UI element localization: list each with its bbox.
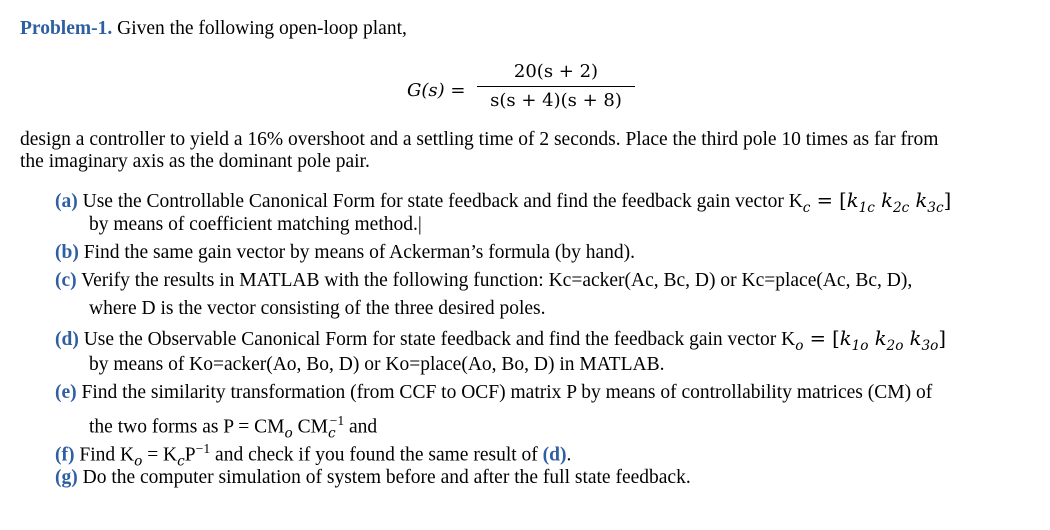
problem-header [20,17,407,41]
part-c-line-1 [55,269,912,293]
part-e-cm: CM [292,416,328,438]
part-a-text: Use the Controllable Canonical Form for state feedback and find the feedback gain vector K [77,191,803,212]
part-f-sup: −1 [195,441,211,456]
part-c-text: Verify the results in MATLAB with the following function: Kc=acker(Ac, Bc, D) or Kc=place(Ac, Bc, D), [76,270,913,291]
part-e-label: (e) [55,382,77,403]
part-b-line-1 [55,241,635,265]
equation-numerator: 20(s + 2) [513,61,599,82]
part-f-mid: = K [142,444,178,466]
part-d-line-1: (d) Use the Observable Canonical Form for state feedback and find the feedback gain vector $K_o = [k_{1o}$ $k_{2o}$ $k_{3o}$] [55,327,946,354]
problem-intro: Given the following open-loop plant, [112,18,407,39]
part-f-text-end: and check if you found the same result of [210,444,543,466]
part-f-text-start: Find K [74,444,135,466]
statement-line-1: design a controller to yield a 16% overshoot and a settling time of 2 seconds. Place the third pole 10 times as far from [20,129,939,150]
part-b-label: (b) [55,242,79,263]
part-g-line-1 [55,466,691,490]
part-f-sub-o: o [134,453,143,470]
part-a-k1: 1c [858,199,875,216]
part-f-sub-c: c [177,453,185,470]
part-f-ref: (d) [542,444,567,466]
part-d-k-subscript: o [795,337,804,354]
part-e-line-1 [55,381,932,405]
part-a-k2: 2c [892,199,910,216]
part-e-sub-o: o [284,425,293,442]
part-d-k3: 3o [921,337,939,354]
part-a-k-subscript: c [802,199,811,216]
equation-denominator: s(s + 4)(s + 8) [490,90,622,111]
part-f-p: P [184,444,196,466]
part-d-line-2: by means of Ko=acker(Ao, Bo, D) or Ko=place(Ao, Bo, D) in MATLAB. [89,354,665,375]
part-a-line-1: (a) Use the Controllable Canonical Form for state feedback and find the feedback gain vector $K_c = [k_{1c}$ $k_{2c}$ $k_{3c}$] [55,189,952,216]
fraction-bar [477,86,635,87]
part-g-label: (g) [55,467,78,488]
part-a-line-2: by means of coefficient matching method.| [89,214,422,235]
equation-fraction [477,60,635,113]
part-f-label: (f) [55,444,75,466]
part-d-text: Use the Observable Canonical Form for state feedback and find the feedback gain vector K [78,329,796,350]
problem-label: Problem-1. [20,18,113,39]
part-e-sup: −1 [329,413,345,428]
part-d-k1: 1o [851,337,869,354]
part-e-sub-c: c [327,425,336,442]
part-a-k3: 3c [927,199,944,216]
part-b-text: Find the same gain vector by means of Ackerman’s formula (by hand). [78,242,635,263]
part-d-label: (d) [55,329,79,350]
part-d-k2: 2o [886,337,904,354]
part-c-label: (c) [55,270,77,291]
part-a-label: (a) [55,191,78,212]
statement-line-2: the imaginary axis as the dominant pole pair. [20,151,370,172]
part-f-period: . [566,444,572,466]
part-c-line-2: where D is the vector consisting of the three desired poles. [89,298,546,319]
part-e-text: Find the similarity transformation (from CCF to OCF) matrix P by means of controllability matrices (CM) of [76,382,933,403]
equation-lhs: G(s) = [407,80,466,101]
part-e-formula-end: and [344,416,378,438]
part-g-text: Do the computer simulation of system before and after the full state feedback. [77,467,691,488]
part-e-formula-start: the two forms as P = CM [89,416,285,438]
